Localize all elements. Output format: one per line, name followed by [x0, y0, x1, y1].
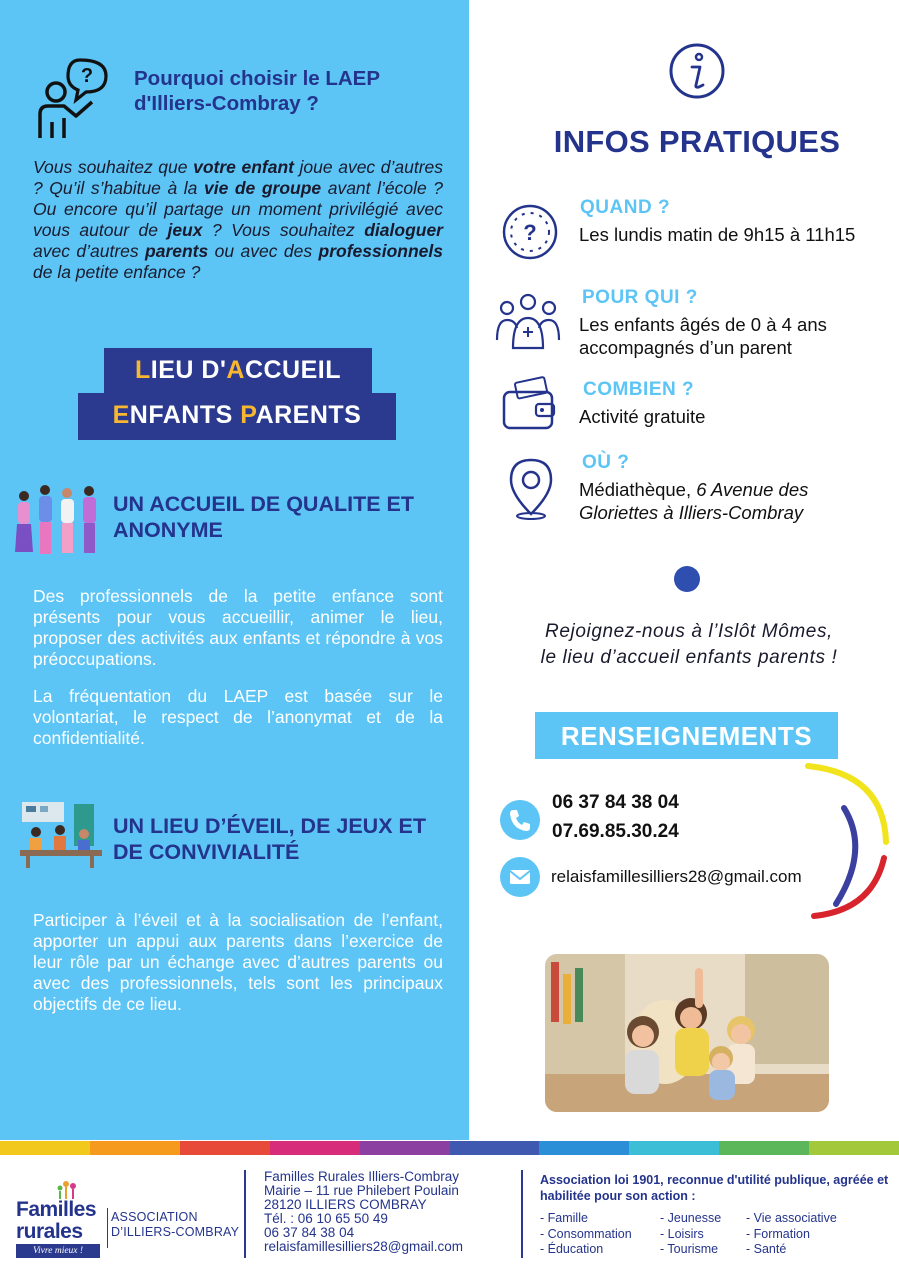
- meeting-table-icon: [14, 798, 106, 870]
- color-stripe: [0, 1141, 899, 1155]
- domain-item: - Formation: [746, 1226, 810, 1241]
- domains-column-1: [540, 1211, 632, 1258]
- renseignements-banner: [535, 712, 838, 759]
- section-eveil-title: UN LIEU D’ÉVEIL, DE JEUX ET DE CONVIVIALITÉ: [113, 814, 426, 864]
- domain-item: - Jeunesse: [660, 1211, 722, 1225]
- domain-item: - Santé: [746, 1242, 787, 1256]
- phone-icon: [500, 800, 540, 840]
- svg-text:?: ?: [80, 65, 94, 87]
- address-line: 28120 ILLIERS COMBRAY: [264, 1197, 427, 1213]
- question-person-icon: [30, 56, 110, 140]
- intro-paragraph: Vous souhaitez que votre enfant joue avec d’autres ? Qu’il s’habitue à la vie de groupe avant l’école ? Ou encore qu’il partage un moment privilégié avec vous autour de jeux ? Vous souhaitez dialoguer avec d’autres parents ou avec des professionnels de la petite enfance ?: [33, 157, 444, 282]
- join-line-1: Rejoignez-nous à l’Islôt Mômes,: [545, 621, 833, 642]
- domain-item: - Famille: [540, 1211, 588, 1225]
- association-location: D’ILLIERS-COMBRAY: [111, 1225, 240, 1239]
- domain-item: - Vie associative: [746, 1211, 837, 1225]
- wallet-icon: [500, 374, 560, 434]
- question-title: Pourquoi choisir le LAEP d'Illiers-Combray ?: [134, 67, 380, 115]
- section-accueil-paragraph-2: La fréquentation du LAEP est basée sur le volontariat, le respect de l’anonymat et de la confidentialité.: [33, 686, 443, 748]
- phone-icon-circle: [500, 800, 540, 840]
- domain-item: - Consommation: [540, 1226, 632, 1241]
- quand-label: QUAND ?: [580, 197, 671, 218]
- email-link[interactable]: relaisfamillesilliers28@gmail.com: [551, 867, 802, 886]
- ou-label: OÙ ?: [582, 452, 630, 473]
- family-group-icon: [495, 292, 561, 352]
- familles-rurales-logo: [14, 1180, 104, 1256]
- blue-dot: [674, 566, 700, 592]
- section-eveil-paragraph: Participer à l’éveil et à la socialisation de l’enfant, apporter un appui aux parents dans l’exercice de leur rôle par un échange avec d’autres parents ou avec des professionnels, tels sont les principaux objectifs de ce lieu.: [33, 910, 443, 1014]
- laep-banner-line1: LIEU D'ACCUEIL: [104, 348, 372, 395]
- logo-text-familles: Familles: [16, 1198, 97, 1221]
- decorative-arcs: [780, 760, 892, 920]
- footer-divider-2: [521, 1170, 523, 1258]
- combien-text: Activité gratuite: [579, 406, 706, 427]
- clock-question-icon: [500, 202, 560, 262]
- address-line: 06 37 84 38 04: [264, 1225, 355, 1241]
- address-line: Tél. : 06 10 65 50 49: [264, 1211, 388, 1227]
- logo-divider: [107, 1208, 108, 1248]
- domains-column-2: [660, 1211, 721, 1258]
- domain-item: - Loisirs: [660, 1226, 704, 1241]
- phone-number-2[interactable]: 07.69.85.30.24: [552, 821, 679, 842]
- email-icon-circle: [500, 857, 540, 897]
- email-icon: [500, 857, 540, 897]
- logo-tagline: Vivre mieux !: [16, 1244, 100, 1258]
- pour-qui-text: Les enfants âgés de 0 à 4 ans accompagnés d’un parent: [579, 314, 827, 359]
- footer-divider-1: [244, 1170, 246, 1258]
- ou-text: Médiathèque, 6 Avenue des Gloriettes à Illiers-Combray: [579, 479, 809, 524]
- logo-text-rurales: rurales: [16, 1220, 83, 1243]
- renseignements-title: RENSEIGNEMENTS: [560, 721, 813, 751]
- logo-figures-icon: [14, 1180, 104, 1200]
- domain-item: - Tourisme: [660, 1242, 719, 1256]
- info-icon: [668, 42, 726, 100]
- domains-column-3: [746, 1211, 837, 1258]
- pour-qui-label: POUR QUI ?: [582, 287, 698, 308]
- association-note: Association loi 1901, reconnue d'utilité publique, agréée et habilitée pour son action :: [540, 1173, 889, 1203]
- quand-text: Les lundis matin de 9h15 à 11h15: [579, 224, 856, 245]
- domain-item: - Éducation: [540, 1242, 604, 1256]
- section-accueil-title: UN ACCUEIL DE QUALITE ET ANONYME: [113, 492, 415, 542]
- children-photo: [545, 954, 829, 1112]
- left-panel: [0, 0, 469, 1140]
- address-line: relaisfamillesilliers28@gmail.com: [264, 1239, 464, 1255]
- association-label: ASSOCIATION: [111, 1210, 198, 1224]
- address-line: Familles Rurales Illiers-Combray: [264, 1169, 460, 1184]
- section-accueil-paragraph-1: Des professionnels de la petite enfance sont présents pour vous accueillir, animer le lieu, proposer des activités aux enfants et répondre à vos préoccupations.: [33, 586, 443, 669]
- laep-banner-line2: ENFANTS PARENTS: [78, 393, 396, 440]
- join-line-2: le lieu d’accueil enfants parents !: [540, 646, 838, 668]
- combien-label: COMBIEN ?: [583, 379, 695, 400]
- people-group-icon: [14, 482, 102, 558]
- map-pin-icon: [505, 456, 557, 520]
- phone-number-1[interactable]: 06 37 84 38 04: [552, 792, 679, 813]
- join-message: [480, 619, 898, 670]
- address-line: Mairie – 11 rue Philebert Poulain: [264, 1183, 459, 1199]
- footer-address: [264, 1170, 463, 1254]
- svg-text:?: ?: [523, 220, 537, 245]
- infos-pratiques-title: INFOS PRATIQUES: [553, 124, 841, 159]
